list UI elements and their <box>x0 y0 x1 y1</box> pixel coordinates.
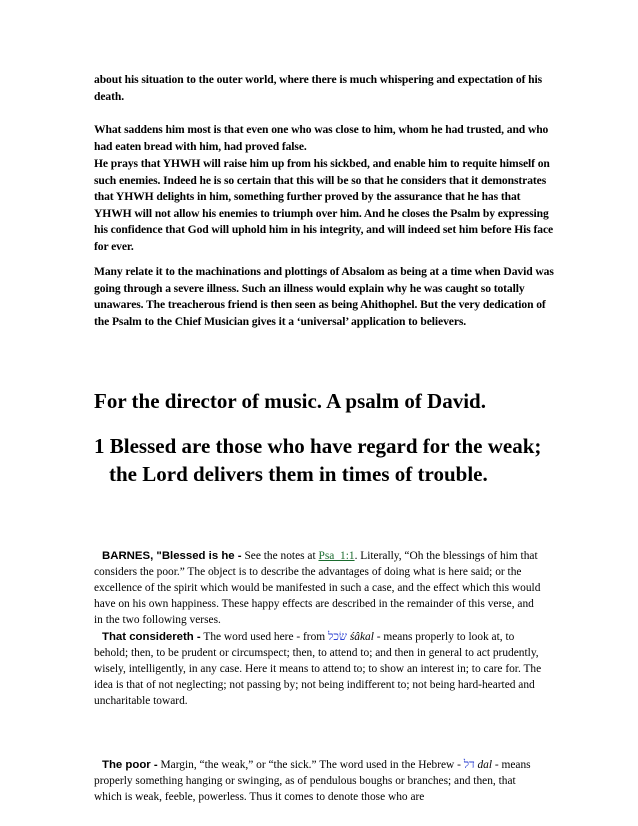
commentary-text: - means properly something hanging or swinging, as of pendulous boughs or branches; and then, that which is weak, feeble, powerless. Thus it comes to denote those who are <box>94 759 531 804</box>
commentary-text: The word used here - from <box>200 631 328 643</box>
verse-line-2: the Lord delivers them in times of trouble. <box>109 462 488 486</box>
intro-paragraph-3 <box>94 156 554 256</box>
intro-paragraph-4-text: Many relate it to the machinations and plottings of Absalom as being at a time when David was going through a severe illness. Such an illness would explain why he was caught so totally unawares. The treacherous friend is then seen as being Ahithophel. But the very dedication of the Psalm to the Chief Musician gives it a ‘universal’ application to believers. <box>94 265 554 328</box>
scripture-link-psa-1-1[interactable]: Psa_1:1 <box>318 550 355 562</box>
commentary-blessed <box>94 548 544 628</box>
commentary-text: . Literally, “Oh the blessings of him that considers the poor.” The object is to describe the advantages of doing what is here said; or the excellence of the spirit which would be manifested in such a case, and the effect which this would have on his own happiness. These happy effects are described in the remainder of this verse, and in the two following verses. <box>94 550 541 627</box>
commentary-poor <box>94 756 544 805</box>
psalm-heading: For the director of music. A psalm of David. <box>94 389 486 413</box>
verse-line-1: 1 Blessed are those who have regard for the weak; <box>94 434 542 458</box>
psalm-verse-1 <box>94 432 574 488</box>
hebrew-word: דל <box>463 757 475 771</box>
commentary-lead: That considereth - <box>102 631 201 643</box>
commentary-lead: BARNES, "Blessed is he - <box>102 550 242 562</box>
hebrew-word: שׂכל <box>328 629 347 643</box>
intro-paragraph-4 <box>94 264 554 330</box>
intro-paragraph-2 <box>94 122 554 155</box>
transliteration: śâkal <box>349 631 374 643</box>
commentary-lead: The poor - <box>102 759 158 771</box>
intro-paragraph-2-text: What saddens him most is that even one who was close to him, whom he had trusted, and who had eaten bread with him, had proved false. <box>94 123 549 153</box>
intro-paragraph-1-text: about his situation to the outer world, where there is much whispering and expectation of his death. <box>94 73 543 103</box>
commentary-text: - means properly to look at, to behold; then, to be prudent or circumspect; then, to attend to; and then in general to act prudently, wisely, intelligently, in any case. Here it means to attend to; to show an interest in; to care for. The idea is that of not neglecting; not passing by; not being indifferent to; not being hard-hearted and uncharitable toward. <box>94 631 542 708</box>
commentary-text: See the notes at <box>241 550 319 562</box>
intro-paragraph-3-text: He prays that YHWH will raise him up from his sickbed, and enable him to requite himself on such enemies. Indeed he is so certain that this will be so that he considers that it demonstrates that YHWH delights in him, something further proved by the assurance that he has that YHWH will not allow his enemies to triumph over him. And he closes the Psalm by expressing his confidence that God will uphold him in his integrity, and will indeed set him before His face for ever. <box>94 157 554 253</box>
commentary-text: Margin, “the weak,” or “the sick.” The word used in the Hebrew - <box>157 759 464 771</box>
transliteration: dal <box>477 759 492 771</box>
intro-paragraph-1 <box>94 72 554 105</box>
commentary-considereth <box>94 628 544 709</box>
